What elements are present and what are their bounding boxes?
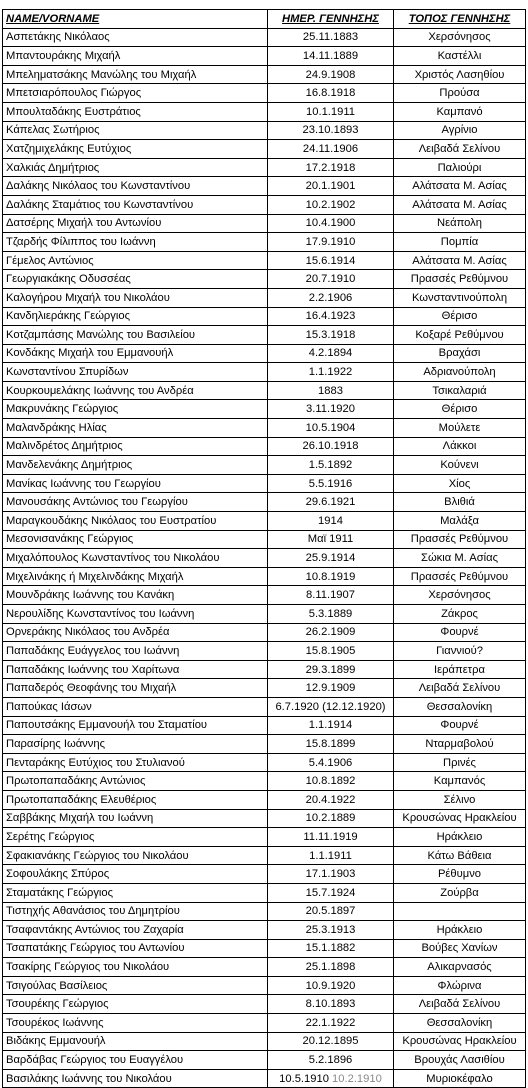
table-row (3, 883, 526, 902)
cell-birth-date: 10.2.1902 (268, 195, 394, 214)
cell-birth-place: Αδριανούπολη (394, 363, 526, 382)
cell-birth-place: Φουρνέ (394, 623, 526, 642)
table-row (3, 902, 526, 921)
cell-birth-date: 22.1.1922 (268, 1014, 394, 1033)
cell-name: Βιδάκης Εμμανουήλ (3, 1032, 268, 1051)
cell-name: Τσαφαντάκης Αντώνιος του Ζαχαρία (3, 921, 268, 940)
cell-birth-place: Νταρμαβολού (394, 735, 526, 754)
cell-birth-place: Γιαννιού? (394, 642, 526, 661)
cell-birth-date: 24.11.1906 (268, 140, 394, 159)
cell-name: Παπαδάκης Ευάγγελος του Ιωάννη (3, 642, 268, 661)
cell-name: Τζαρδής Φίλιππος του Ιωάννη (3, 233, 268, 252)
cell-birth-place: Κούνενι (394, 456, 526, 475)
table-row (3, 605, 526, 624)
cell-birth-date: 14.11.1889 (268, 47, 394, 66)
table-row (3, 809, 526, 828)
cell-birth-place: Πρασσές Ρεθύμνου (394, 530, 526, 549)
cell-birth-place: Χίος (394, 474, 526, 493)
cell-name: Κάπελας Σωτήριος (3, 121, 268, 140)
cell-birth-date: 10.1.1911 (268, 102, 394, 121)
table-row (3, 790, 526, 809)
table-row (3, 846, 526, 865)
cell-birth-date: 16.8.1918 (268, 84, 394, 103)
cell-name: Πρωτοπαπαδάκης Αντώνιος (3, 772, 268, 791)
table-row (3, 47, 526, 66)
table-row (3, 828, 526, 847)
cell-birth-place: Αλικαρνασός (394, 958, 526, 977)
cell-birth-date: 17.1.1903 (268, 865, 394, 884)
table-row (3, 158, 526, 177)
table-row (3, 958, 526, 977)
cell-name: Μπετσιαρόπουλος Γιώργος (3, 84, 268, 103)
table-body (3, 28, 526, 1088)
cell-birth-date: 6.7.1920 (12.12.1920) (268, 697, 394, 716)
cell-name: Δαλάκης Σταμάτιος του Κωνσταντίνου (3, 195, 268, 214)
cell-name: Γέμελος Αντώνιος (3, 251, 268, 270)
table-row (3, 381, 526, 400)
cell-name: Ορνεράκης Νικόλαος του Ανδρέα (3, 623, 268, 642)
cell-name: Τιστηχής Αθανάσιος του Δημητρίου (3, 902, 268, 921)
cell-birth-date: 20.12.1895 (268, 1032, 394, 1051)
cell-birth-date: 15.8.1905 (268, 642, 394, 661)
cell-name: Καλογήρου Μιχαήλ του Νικολάου (3, 288, 268, 307)
cell-birth-place: Βλιθιά (394, 493, 526, 512)
cell-birth-date: 15.3.1918 (268, 326, 394, 345)
table-row (3, 1032, 526, 1051)
cell-name: Παπούκας Ιάσων (3, 697, 268, 716)
cell-birth-place: Πομπία (394, 233, 526, 252)
cell-name: Τσουρέκης Γεώργιος (3, 995, 268, 1014)
cell-birth-place: Μαλάξα (394, 512, 526, 531)
cell-birth-place: Χριστός Λασηθίου (394, 65, 526, 84)
table-row (3, 121, 526, 140)
cell-name: Δαλάκης Νικόλαος του Κωνσταντίνου (3, 177, 268, 196)
cell-birth-date: 5.2.1896 (268, 1051, 394, 1070)
cell-name: Κοτζαμπάσης Μανώλης του Βασιλείου (3, 326, 268, 345)
cell-birth-place: Μούλετε (394, 419, 526, 438)
cell-birth-place: Ηράκλειο (394, 921, 526, 940)
cell-name: Χατζημιχελάκης Ευτύχιος (3, 140, 268, 159)
table-row (3, 549, 526, 568)
cell-birth-place: Θεσσαλονίκη (394, 1014, 526, 1033)
cell-birth-date: 1.1.1922 (268, 363, 394, 382)
table-row (3, 995, 526, 1014)
table-row (3, 939, 526, 958)
cell-birth-place: Κωνσταντινούπολη (394, 288, 526, 307)
cell-name: Κανδηλιεράκης Γεώργιος (3, 307, 268, 326)
cell-birth-date: 25.11.1883 (268, 28, 394, 47)
table-row (3, 697, 526, 716)
cell-name: Κουρκουμελάκης Ιωάννης του Ανδρέα (3, 381, 268, 400)
cell-name: Παπαδερός Θεοφάνης του Μιχαήλ (3, 679, 268, 698)
cell-birth-date: 26.10.1918 (268, 437, 394, 456)
cell-birth-place: Ρέθυμνο (394, 865, 526, 884)
cell-birth-place: Αλάτσατα Μ. Ασίας (394, 177, 526, 196)
cell-birth-place: Χερσόνησος (394, 586, 526, 605)
table-row (3, 753, 526, 772)
cell-birth-date: 10.2.1889 (268, 809, 394, 828)
table-row (3, 326, 526, 345)
cell-name: Μαλινδρέτος Δημήτριος (3, 437, 268, 456)
cell-name: Μπαντουράκης Μιχαήλ (3, 47, 268, 66)
table-row (3, 177, 526, 196)
cell-birth-place: Κοξαρέ Ρεθύμνου (394, 326, 526, 345)
cell-name: Μιχαλόπουλος Κωνσταντίνος του Νικολάου (3, 549, 268, 568)
table-row (3, 437, 526, 456)
table-row (3, 586, 526, 605)
cell-name: Μπεληματσάκης Μανώλης του Μιχαήλ (3, 65, 268, 84)
cell-name: Νερουλίδης Κωνσταντίνος του Ιωάννη (3, 605, 268, 624)
cell-birth-place: Φουρνέ (394, 716, 526, 735)
table-row (3, 102, 526, 121)
cell-birth-date: 10.4.1900 (268, 214, 394, 233)
cell-birth-date: 5.4.1906 (268, 753, 394, 772)
cell-birth-date: 29.3.1899 (268, 660, 394, 679)
table-row (3, 363, 526, 382)
table-row (3, 772, 526, 791)
cell-birth-place: Καμπανός (394, 772, 526, 791)
birth-date-primary: 10.5.1910 (279, 1072, 329, 1085)
table-row (3, 307, 526, 326)
table-row (3, 195, 526, 214)
cell-name: Μακρυνάκης Γεώργιος (3, 400, 268, 419)
table-row (3, 84, 526, 103)
cell-birth-date: 1.1.1911 (268, 846, 394, 865)
cell-birth-date: 17.2.1918 (268, 158, 394, 177)
cell-name: Μανδελενάκης Δημήτριος (3, 456, 268, 475)
cell-birth-date: 8.10.1893 (268, 995, 394, 1014)
cell-name: Βαρδάβας Γεώργιος του Ευαγγέλου (3, 1051, 268, 1070)
cell-name: Γεωργιακάκης Οδυσσέας (3, 270, 268, 289)
table-row (3, 419, 526, 438)
table-row (3, 140, 526, 159)
table-row (3, 474, 526, 493)
cell-birth-date: 10.8.1919 (268, 567, 394, 586)
cell-birth-place: Αλάτσατα Μ. Ασίας (394, 251, 526, 270)
cell-birth-place: Τσικαλαριά (394, 381, 526, 400)
cell-birth-place: Βραχάσι (394, 344, 526, 363)
cell-birth-date: 15.7.1924 (268, 883, 394, 902)
table-row (3, 214, 526, 233)
cell-name: Μπουλταδάκης Ευστράτιος (3, 102, 268, 121)
cell-birth-date: 10.5.1904 (268, 419, 394, 438)
cell-birth-date: 5.3.1889 (268, 605, 394, 624)
cell-birth-place: Λειβαδά Σελίνου (394, 140, 526, 159)
cell-name: Κωνσταντίνου Σπυρίδων (3, 363, 268, 382)
cell-birth-place: Θέρισο (394, 307, 526, 326)
table-row (3, 28, 526, 47)
cell-birth-place: Ζάκρος (394, 605, 526, 624)
cell-name: Τσουρέκος Ιωάννης (3, 1014, 268, 1033)
cell-birth-date: 1914 (268, 512, 394, 531)
cell-birth-date: 25.9.1914 (268, 549, 394, 568)
cell-birth-date: 5.5.1916 (268, 474, 394, 493)
cell-name: Βασιλάκης Ιωάννης του Νικολάου (3, 1069, 268, 1088)
cell-birth-date: 10.9.1920 (268, 976, 394, 995)
table-row (3, 344, 526, 363)
cell-name: Μανίκας Ιωάννης του Γεωργίου (3, 474, 268, 493)
cell-birth-date: 26.2.1909 (268, 623, 394, 642)
header-name: NAME/VORNAME (3, 10, 268, 29)
cell-birth-place: Βρουχάς Λασιθίου (394, 1051, 526, 1070)
cell-name: Μαραγκουδάκης Νικόλαος του Ευστρατίου (3, 512, 268, 531)
cell-name: Πενταράκης Ευτύχιος του Στυλιανού (3, 753, 268, 772)
cell-name: Σφακιανάκης Γεώργιος του Νικολάου (3, 846, 268, 865)
cell-birth-date (268, 1069, 394, 1088)
cell-birth-place: Σώκια Μ. Ασίας (394, 549, 526, 568)
cell-birth-date: 25.1.1898 (268, 958, 394, 977)
table-row (3, 976, 526, 995)
cell-birth-place: Λάκκοι (394, 437, 526, 456)
table-row (3, 921, 526, 940)
cell-birth-place: Κρουσώνας Ηρακλείου (394, 809, 526, 828)
cell-birth-place: Φλώρινα (394, 976, 526, 995)
cell-name: Μεσονισανάκης Γεώργιος (3, 530, 268, 549)
cell-name: Μαλανδράκης Ηλίας (3, 419, 268, 438)
cell-name: Κονδάκης Μιχαήλ του Εμμανουήλ (3, 344, 268, 363)
cell-birth-place: Πρασσές Ρεθύμνου (394, 270, 526, 289)
birth-date-alternate: 10.2.1910 (332, 1072, 382, 1085)
table-row (3, 1051, 526, 1070)
cell-birth-place (394, 902, 526, 921)
table-row (3, 288, 526, 307)
table-row (3, 251, 526, 270)
cell-birth-place: Παλιούρι (394, 158, 526, 177)
table-row (3, 623, 526, 642)
cell-birth-place: Προύσα (394, 84, 526, 103)
cell-birth-place: Λειβαδά Σελίνου (394, 995, 526, 1014)
cell-birth-place: Θεσσαλονίκη (394, 697, 526, 716)
cell-name: Σταματάκης Γεώργιος (3, 883, 268, 902)
table-row (3, 1069, 526, 1088)
cell-birth-date: 2.2.1906 (268, 288, 394, 307)
cell-name: Μουνδράκης Ιωάννης του Κανάκη (3, 586, 268, 605)
table-row (3, 716, 526, 735)
cell-birth-date: 1.1.1914 (268, 716, 394, 735)
cell-name: Τσαπατάκης Γεώργιος του Αντωνίου (3, 939, 268, 958)
cell-birth-date: 20.4.1922 (268, 790, 394, 809)
cell-birth-place: Καστέλλι (394, 47, 526, 66)
cell-birth-place: Νεάπολη (394, 214, 526, 233)
cell-birth-place: Χερσόνησος (394, 28, 526, 47)
header-row (3, 10, 526, 29)
cell-birth-date: 24.9.1908 (268, 65, 394, 84)
cell-birth-date: 17.9.1910 (268, 233, 394, 252)
cell-birth-place: Ηράκλειο (394, 828, 526, 847)
cell-birth-place: Καμπανό (394, 102, 526, 121)
cell-birth-date: 25.3.1913 (268, 921, 394, 940)
cell-name: Ασπετάκης Νικόλαος (3, 28, 268, 47)
cell-birth-place: Μυριοκέφαλο (394, 1069, 526, 1088)
cell-name: Δατσέρης Μιχαήλ του Αντωνίου (3, 214, 268, 233)
header-birth-place: ΤΟΠΟΣ ΓΕΝΝΗΣΗΣ (394, 10, 526, 29)
cell-birth-date: 8.11.1907 (268, 586, 394, 605)
table-row (3, 512, 526, 531)
table-row (3, 530, 526, 549)
cell-birth-place: Πρασσές Ρεθύμνου (394, 567, 526, 586)
cell-name: Χαλκιάς Δημήτριος (3, 158, 268, 177)
cell-birth-date: 3.11.1920 (268, 400, 394, 419)
table-row (3, 456, 526, 475)
cell-name: Παπουτσάκης Εμμανουήλ του Σταματίου (3, 716, 268, 735)
cell-birth-place: Αλάτσατα Μ. Ασίας (394, 195, 526, 214)
cell-birth-date: 20.7.1910 (268, 270, 394, 289)
cell-birth-place: Βούβες Χανίων (394, 939, 526, 958)
table-row (3, 233, 526, 252)
cell-birth-date: 10.8.1892 (268, 772, 394, 791)
cell-birth-date: 12.9.1909 (268, 679, 394, 698)
table-row (3, 1014, 526, 1033)
cell-birth-date: 11.11.1919 (268, 828, 394, 847)
table-row (3, 567, 526, 586)
cell-birth-date: 16.4.1923 (268, 307, 394, 326)
table-row (3, 735, 526, 754)
cell-birth-place: Κάτω Βάθεια (394, 846, 526, 865)
cell-birth-place: Ζούρβα (394, 883, 526, 902)
cell-name: Τσακίρης Γεώργιος του Νικολάου (3, 958, 268, 977)
table-row (3, 660, 526, 679)
header-birth-date: ΗΜΕΡ. ΓΕΝΝΗΣΗΣ (268, 10, 394, 29)
cell-name: Σοφουλάκης Σπύρος (3, 865, 268, 884)
table-row (3, 865, 526, 884)
cell-name: Τσιγούλας Βασίλειος (3, 976, 268, 995)
table-row (3, 400, 526, 419)
cell-birth-date: 29.6.1921 (268, 493, 394, 512)
cell-name: Μανουσάκης Αντώνιος του Γεωργίου (3, 493, 268, 512)
cell-birth-date: 15.6.1914 (268, 251, 394, 270)
cell-name: Πρωτοπαπαδάκης Ελευθέριος (3, 790, 268, 809)
cell-birth-date: 4.2.1894 (268, 344, 394, 363)
cell-birth-place: Πρινές (394, 753, 526, 772)
cell-birth-date: 1883 (268, 381, 394, 400)
cell-birth-date: 20.5.1897 (268, 902, 394, 921)
cell-name: Παρασίρης Ιωάννης (3, 735, 268, 754)
cell-name: Παπαδάκης Ιωάννης του Χαρίτωνα (3, 660, 268, 679)
records-table (2, 9, 526, 1088)
table-row (3, 642, 526, 661)
cell-birth-date: 23.10.1893 (268, 121, 394, 140)
table-row (3, 679, 526, 698)
cell-birth-date: 15.1.1882 (268, 939, 394, 958)
cell-birth-place: Ιεράπετρα (394, 660, 526, 679)
cell-birth-place: Θέρισο (394, 400, 526, 419)
cell-name: Σερέτης Γεώργιος (3, 828, 268, 847)
cell-birth-date: 1.5.1892 (268, 456, 394, 475)
cell-name: Σαββάκης Μιχαήλ του Ιωάννη (3, 809, 268, 828)
table-row (3, 65, 526, 84)
cell-birth-place: Λειβαδά Σελίνου (394, 679, 526, 698)
cell-birth-place: Κρουσώνας Ηρακλείου (394, 1032, 526, 1051)
cell-birth-date: 15.8.1899 (268, 735, 394, 754)
cell-birth-date: 20.1.1901 (268, 177, 394, 196)
cell-name: Μιχελινάκης ή Μιχελινδάκης Μιχαήλ (3, 567, 268, 586)
records-table-wrapper (2, 9, 525, 1088)
table-row (3, 270, 526, 289)
table-row (3, 493, 526, 512)
cell-birth-date: Μαϊ 1911 (268, 530, 394, 549)
cell-birth-place: Αγρίνιο (394, 121, 526, 140)
cell-birth-place: Σέλινο (394, 790, 526, 809)
